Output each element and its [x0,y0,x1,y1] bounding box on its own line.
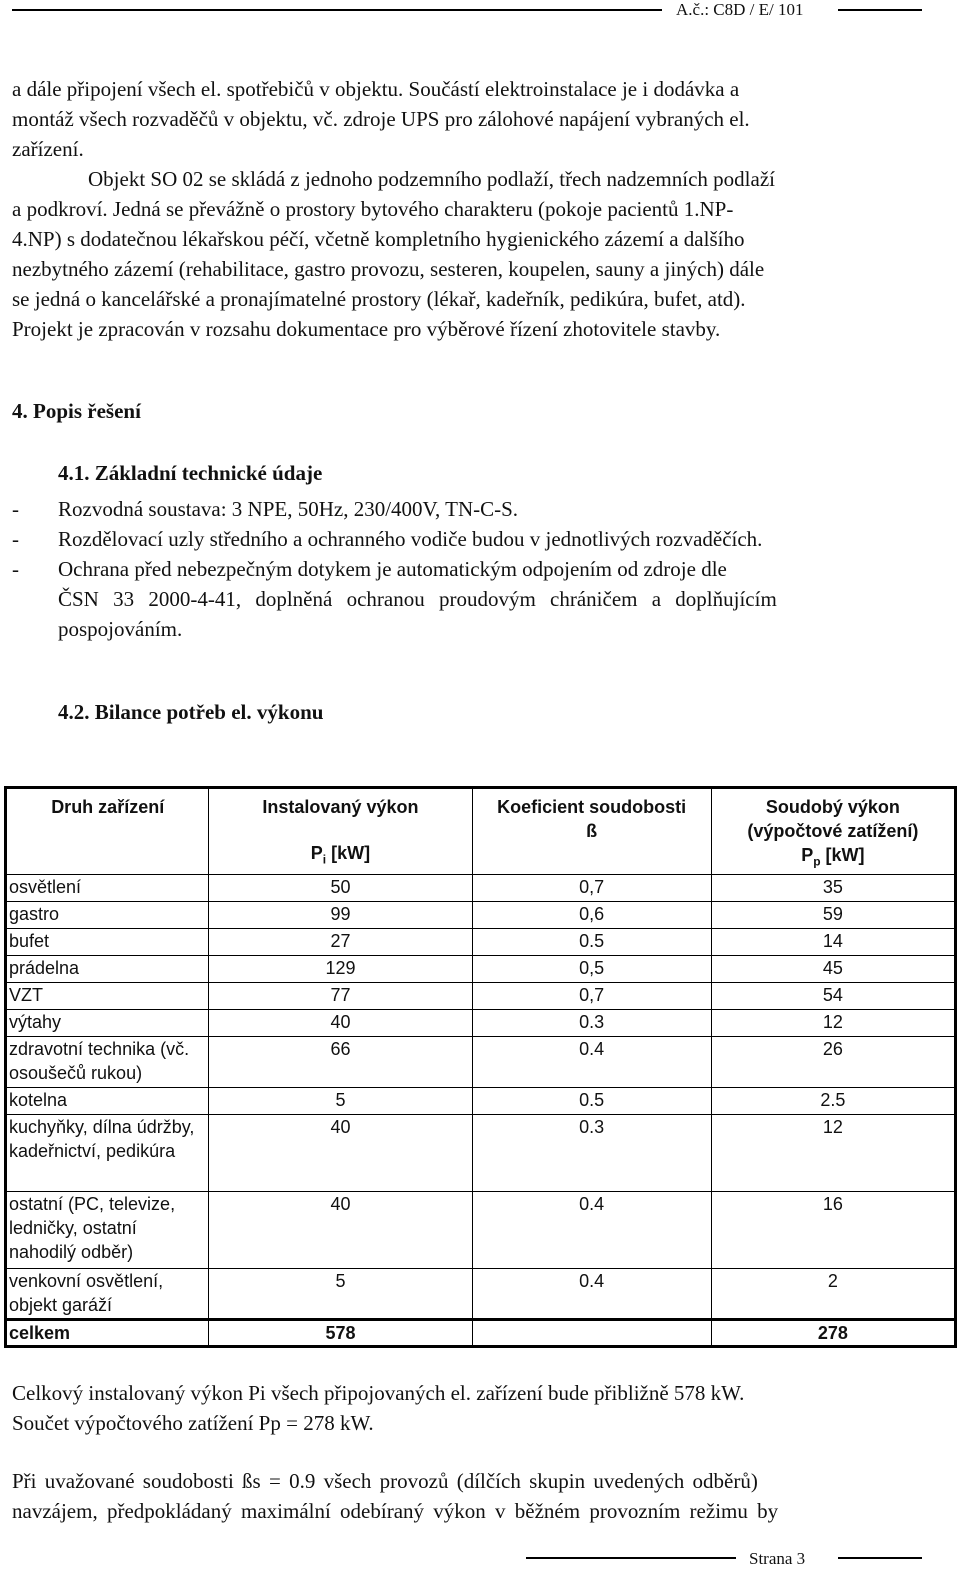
intro-line: zařízení. [12,137,84,161]
description-line: a podkroví. Jedná se převážně o prostory bytového charakteru (pokoje pacientů 1.NP- [12,197,734,221]
description-line: nezbytného zázemí (rehabilitace, gastro provozu, sesteren, koupelen, sauny a jiných) dále [12,257,765,281]
device-name-cell: kuchyňky, dílna údržby, kadeřnictví, pedikúra [6,1114,209,1191]
header-simultaneous-power [711,788,955,875]
table-row [6,901,956,928]
coefficient-cell: 0.4 [472,1268,711,1319]
header-simultaneous-note: (výpočtové zatížení) [747,821,919,841]
section-4-2-heading: 4.2. Bilance potřeb el. výkonu [58,700,324,724]
coefficient-cell: 0.3 [472,1114,711,1191]
simultaneous-power-cell: 14 [711,928,955,955]
final-paragraph [12,1466,938,1526]
simultaneous-power-cell: 35 [711,874,955,901]
coefficient-cell: 0,6 [472,901,711,928]
installed-power-cell: 5 [209,1268,472,1319]
final-line: Při uvažované soudobosti ßs = 0.9 všech provozů (dílčích skupin uvedených odběrů) [12,1469,758,1493]
simultaneous-power-cell: 59 [711,901,955,928]
document-reference: A.č.: C8D / E/ 101 [676,0,804,19]
installed-power-cell: 40 [209,1009,472,1036]
installed-power-cell: 5 [209,1087,472,1114]
coefficient-cell: 0.5 [472,928,711,955]
section-4-heading: 4. Popis řešení [12,399,141,423]
description-line: Projekt je zpracován v rozsahu dokumentace pro výběrové řízení zhotovitele stavby. [12,317,721,341]
header-installed-unit: $P_i$ [kW] [310,843,371,867]
device-name-cell: gastro [6,901,209,928]
summary-line: Součet výpočtového zatížení Pp = 278 kW. [12,1411,374,1435]
device-name-cell: osvětlení [6,874,209,901]
description-line: se jedná o kancelářské a pronajímatelné prostory (lékař, kadeřník, pedikúra, bufet, atd). [12,287,746,311]
table-header-row [6,788,956,875]
list-item [12,524,938,554]
bullet-dash: - [12,497,19,521]
simultaneous-power-cell: 16 [711,1191,955,1268]
header-installed-label: Instalovaný výkon [262,797,419,817]
device-name-cell: venkovní osvětlení, objekt garáží [6,1268,209,1319]
list-item-line: Ochrana před nebezpečným dotykem je automatickým odpojením od zdroje dle [58,557,727,581]
description-line: Objekt SO 02 se skládá z jednoho podzemního podlaží, třech nadzemních podlaží [88,167,775,191]
device-name-cell: bufet [6,928,209,955]
list-item-line: ČSN 33 2000-4-41, doplněná ochranou proudovým chráničem a doplňujícím [58,587,777,611]
page-number: Strana 3 [749,1549,806,1568]
header-rule-left [12,9,662,11]
installed-power-cell: 99 [209,901,472,928]
table-row [6,1087,956,1114]
total-simultaneous-cell: 278 [711,1319,955,1346]
summary-paragraph [12,1378,938,1438]
table-body [6,874,956,1346]
footer-rule-left [526,1557,736,1559]
device-name-cell: ostatní (PC, televize, ledničky, ostatní nahodilý odběr) [6,1191,209,1268]
coefficient-cell: 0.5 [472,1087,711,1114]
table-row [6,1268,956,1319]
coefficient-cell: 0,5 [472,955,711,982]
total-label-cell: celkem [6,1319,209,1346]
section-4-1-heading: 4.1. Základní technické údaje [58,461,323,485]
description-line: 4.NP) s dodatečnou lékařskou péčí, včetně kompletního hygienického zázemí a dalšího [12,227,745,251]
installed-power-cell: 40 [209,1114,472,1191]
table-row [6,1036,956,1087]
header-simultaneous-label: Soudobý výkon [765,797,900,817]
table-row [6,928,956,955]
intro-line: montáž všech rozvaděčů v objektu, vč. zdroje UPS pro zálohové napájení vybraných el. [12,107,750,131]
list-item-text: Rozvodná soustava: 3 NPE, 50Hz, 230/400V, TN-C-S. [58,497,519,521]
table-row [6,1191,956,1268]
device-name-cell: výtahy [6,1009,209,1036]
list-item-text: Rozdělovací uzly středního a ochranného vodiče budou v jednotlivých rozvaděčích. [58,527,763,551]
header-coefficient-label: Koeficient soudobosti [497,797,687,817]
coefficient-cell: 0,7 [472,982,711,1009]
summary-line: Celkový instalovaný výkon Pi všech připojovaných el. zařízení bude přibližně 578 kW. [12,1381,745,1405]
device-name-cell: prádelna [6,955,209,982]
list-item [12,494,938,524]
coefficient-cell: 0,7 [472,874,711,901]
device-name-cell: VZT [6,982,209,1009]
header-rule-right [838,9,922,11]
simultaneous-power-cell: 54 [711,982,955,1009]
installed-power-cell: 66 [209,1036,472,1087]
total-coefficient-cell [472,1319,711,1346]
installed-power-cell: 129 [209,955,472,982]
table-row [6,1114,956,1191]
header-coefficient-symbol: ß [586,821,598,841]
list-item-line: pospojováním. [58,617,183,641]
table-row [6,982,956,1009]
coefficient-cell: 0.4 [472,1036,711,1087]
header-installed-power [209,788,472,875]
installed-power-cell: 50 [209,874,472,901]
simultaneous-power-cell: 12 [711,1009,955,1036]
list-item [12,554,938,644]
header-coefficient [472,788,711,875]
header-device-type: Druh zařízení [6,788,209,875]
simultaneous-power-cell: 2 [711,1268,955,1319]
list-item-text [58,554,938,644]
device-name-cell: zdravotní technika (vč. osoušečů rukou) [6,1036,209,1087]
device-name-cell: kotelna [6,1087,209,1114]
installed-power-cell: 27 [209,928,472,955]
installed-power-cell: 77 [209,982,472,1009]
table-total-row [6,1319,956,1346]
table-row [6,955,956,982]
simultaneous-power-cell: 45 [711,955,955,982]
final-line: navzájem, předpokládaný maximální odebíraný výkon v běžném provozním režimu by [12,1499,779,1523]
power-balance-table [4,786,957,1348]
footer-rule-right [838,1557,922,1559]
intro-paragraph [12,74,938,164]
technical-data-list [12,494,938,644]
coefficient-cell: 0.4 [472,1191,711,1268]
bullet-dash: - [12,527,19,551]
coefficient-cell: 0.3 [472,1009,711,1036]
description-paragraph [12,164,938,344]
intro-line: a dále připojení všech el. spotřebičů v objektu. Součástí elektroinstalace je i dodávka a [12,77,740,101]
bullet-dash: - [12,557,19,581]
table-row [6,1009,956,1036]
simultaneous-power-cell: 12 [711,1114,955,1191]
installed-power-cell: 40 [209,1191,472,1268]
header-simultaneous-unit: $P_p$ [kW] [801,845,865,869]
total-installed-cell: 578 [209,1319,472,1346]
simultaneous-power-cell: 26 [711,1036,955,1087]
simultaneous-power-cell: 2.5 [711,1087,955,1114]
table-row [6,874,956,901]
